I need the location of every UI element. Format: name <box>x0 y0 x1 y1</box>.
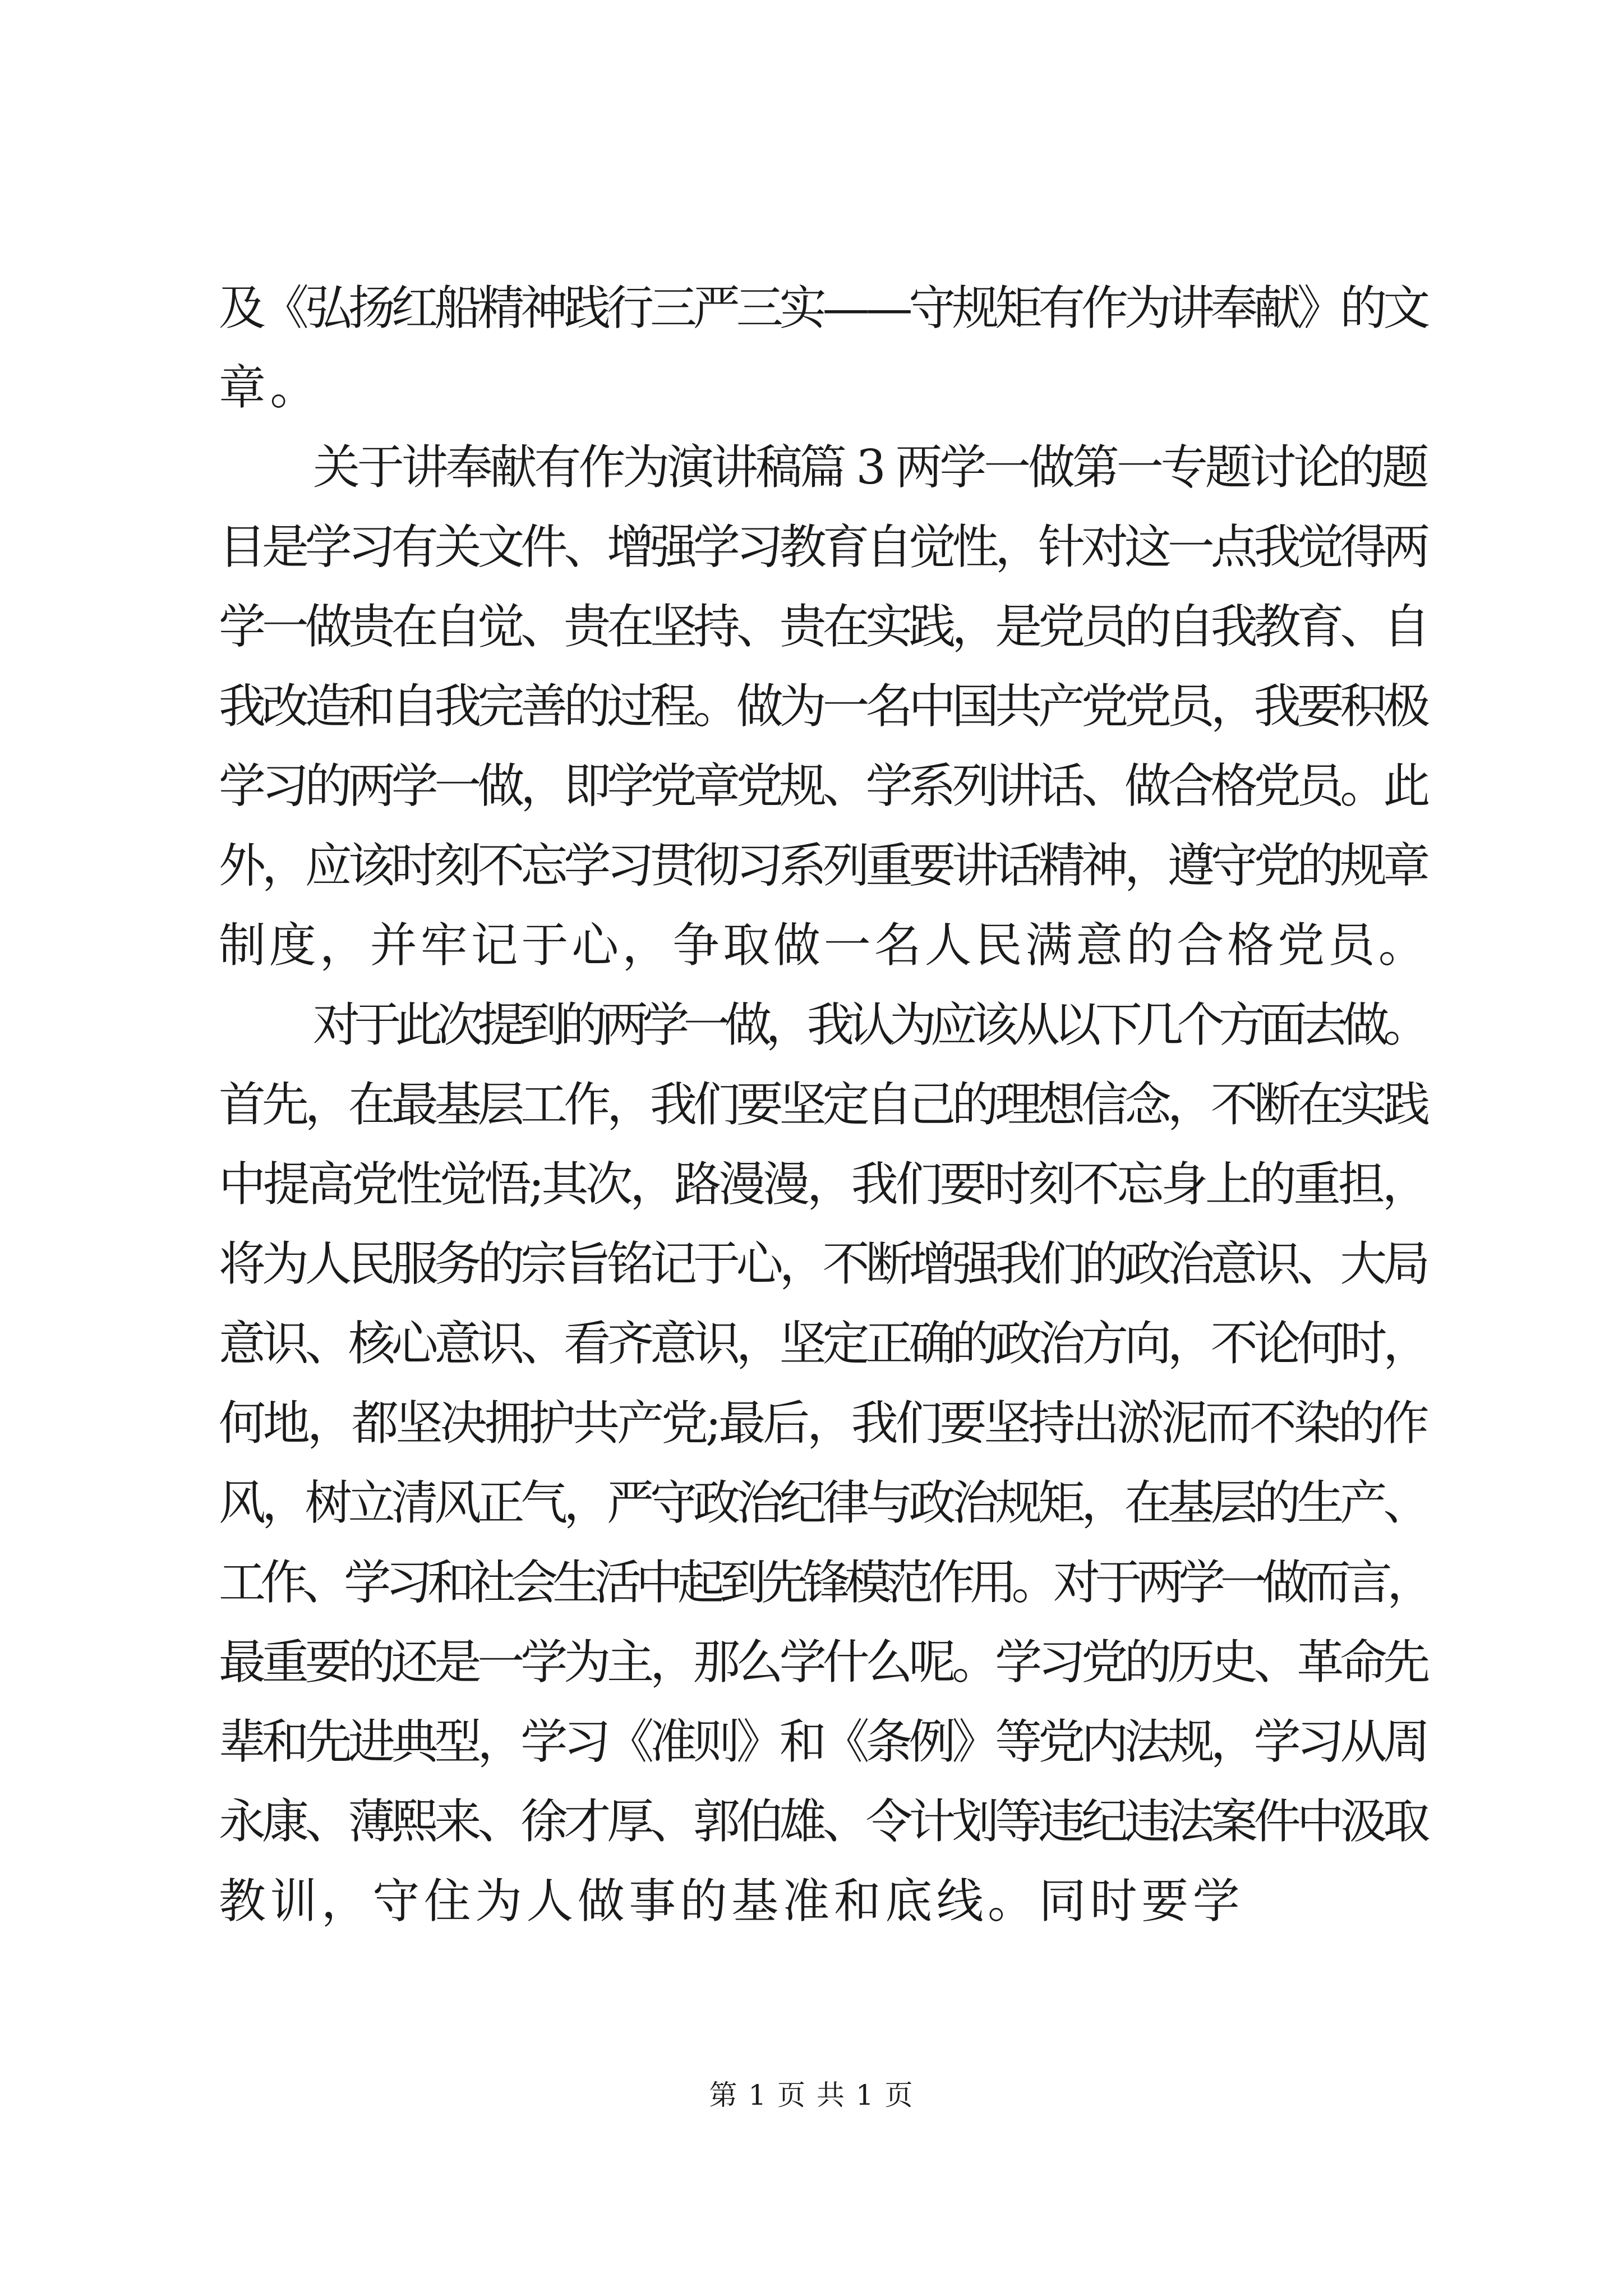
text-line: 首先，在最基层工作，我们要坚定自己的理想信念，不断在实践 <box>219 1077 1427 1132</box>
text-line: 最重要的还是一学为主，那么学什么呢。学习党的历史、革命先 <box>219 1635 1427 1690</box>
text-line: 目是学习有关文件、增强学习教育自觉性，针对这一点我觉得两 <box>219 519 1427 574</box>
text-line: 将为人民服务的宗旨铭记于心，不断增强我们的政治意识、大局 <box>219 1236 1427 1291</box>
body-text <box>219 268 1430 1941</box>
text-line: 工作、学习和社会生活中起到先锋模范作用。对于两学一做而言， <box>219 1555 1429 1610</box>
text-line: 风，树立清风正气，严守政治纪律与政治规矩，在基层的生产、 <box>219 1475 1427 1530</box>
text-line: 章。 <box>219 360 321 415</box>
text-line: 学一做贵在自觉、贵在坚持、贵在实践，是党员的自我教育、自 <box>219 599 1427 654</box>
page-number: 第 1 页 共 1 页 <box>709 2079 914 2111</box>
text-line: 永康、薄熙来、徐才厚、郭伯雄、令计划等违纪违法案件中汲取 <box>219 1794 1427 1849</box>
text-line: 中提高党性觉悟;其次，路漫漫，我们要时刻不忘身上的重担， <box>219 1157 1427 1212</box>
text-line: 意识、核心意识、看齐意识，坚定正确的政治方向，不论何时， <box>219 1316 1427 1371</box>
text-line: 外，应该时刻不忘学习贯彻习系列重要讲话精神，遵守党的规章 <box>219 838 1427 893</box>
text-line: 我改造和自我完善的过程。做为一名中国共产党党员，我要积极 <box>219 679 1427 734</box>
text-line: 学习的两学一做，即学党章党规、学系列讲话、做合格党员。此 <box>219 758 1427 813</box>
text-line: 制度，并牢记于心，争取做一名人民满意的合格党员。 <box>219 918 1429 973</box>
text-line: 对于此次提到的两学一做，我认为应该从以下几个方面去做。 <box>313 997 1424 1052</box>
text-line: 何地，都坚决拥护共产党;最后，我们要坚持出淤泥而不染的作 <box>219 1396 1427 1451</box>
text-line: 关于讲奉献有作为演讲稿篇 3 两学一做第一专题讨论的题 <box>313 440 1427 495</box>
text-line: 及《弘扬红船精神践行三严三实——守规矩有作为讲奉献》的文 <box>219 280 1427 335</box>
text-line: 辈和先进典型，学习《准则》和《条例》等党内法规，学习从周 <box>219 1714 1427 1769</box>
text-line: 教训，守住为人做事的基准和底线。同时要学 <box>219 1874 1244 1929</box>
page-footer <box>0 2078 1623 2112</box>
